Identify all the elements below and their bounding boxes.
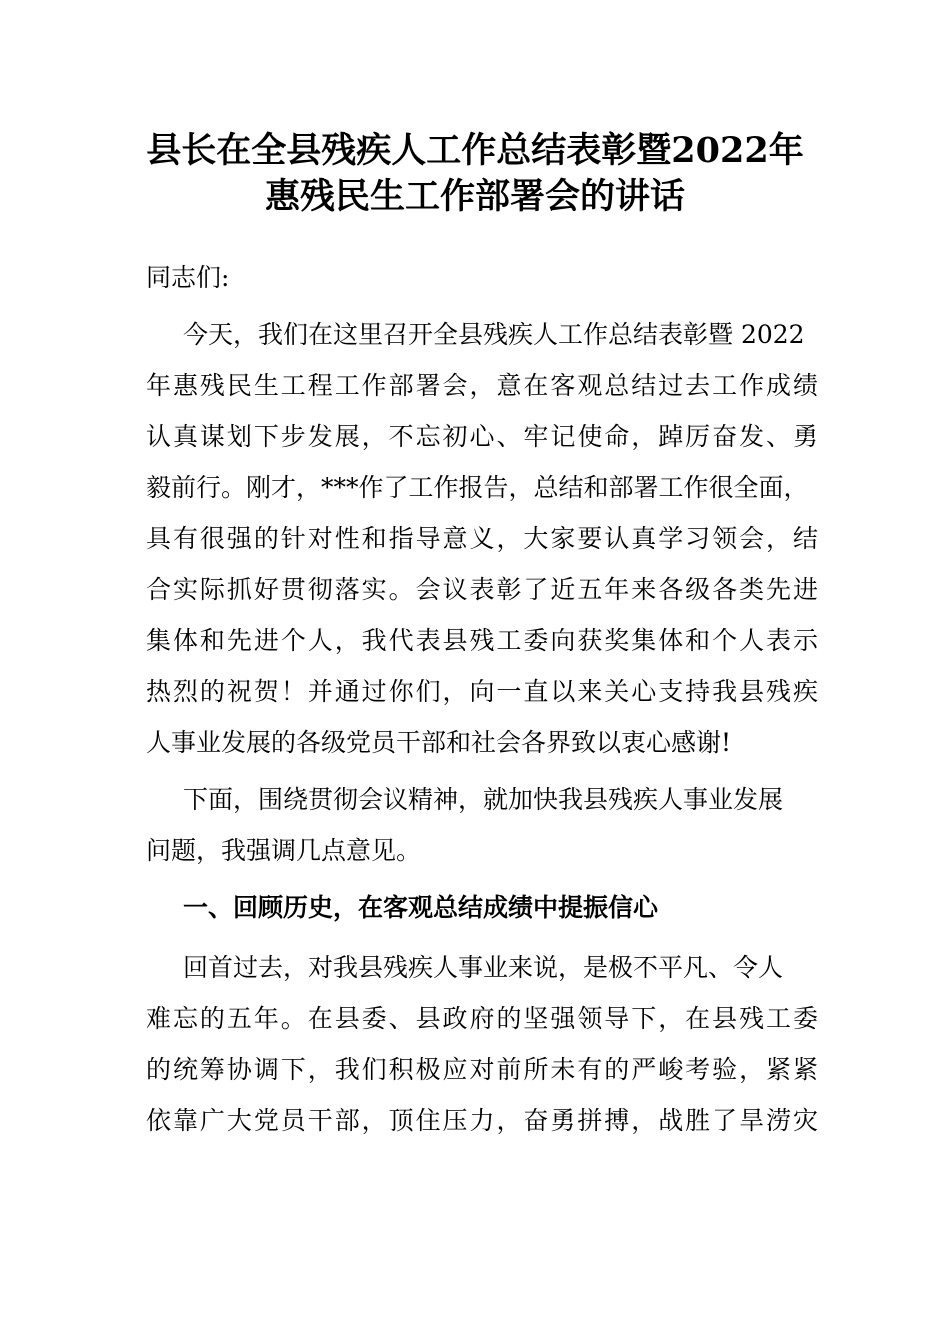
paragraph-1-line-1: 今天，我们在这里召开全县残疾人工作总结表彰暨 2022 xyxy=(183,320,805,349)
paragraph-3-line-2: 难忘的五年。在县委、县政府的坚强领导下，在县残工委 xyxy=(146,1004,818,1033)
paragraph-1-line-2: 年惠残民生工程工作部署会，意在客观总结过去工作成绩 xyxy=(146,371,818,400)
paragraph-3-line-4: 依靠广大党员干部，顶住压力，奋勇拼搏，战胜了旱涝灾 xyxy=(146,1106,818,1135)
salutation: 同志们: xyxy=(146,263,230,292)
paragraph-1-line-6: 合实际抓好贯彻落实。会议表彰了近五年来各级各类先进 xyxy=(146,575,818,604)
paragraph-3-line-1: 回首过去，对我县残疾人事业来说，是极不平凡、令人 xyxy=(183,953,784,982)
paragraph-2-line-2: 问题，我强调几点意见。 xyxy=(146,836,422,865)
section-heading-1: 一、回顾历史，在客观总结成绩中提振信心 xyxy=(183,893,659,922)
paragraph-1-line-3: 认真谋划下步发展，不忘初心、牢记使命，踔厉奋发、勇 xyxy=(146,422,818,451)
paragraph-1-line-9: 人事业发展的各级党员干部和社会各界致以衷心感谢! xyxy=(146,728,732,757)
document-title-line-1: 县长在全县残疾人工作总结表彰暨2022年 xyxy=(146,130,804,171)
paragraph-1-line-7: 集体和先进个人，我代表县残工委向获奖集体和个人表示 xyxy=(146,626,818,655)
paragraph-1-line-8: 热烈的祝贺！并通过你们，向一直以来关心支持我县残疾 xyxy=(146,677,818,706)
paragraph-1-line-4: 毅前行。刚才，***作了工作报告，总结和部署工作很全面， xyxy=(146,473,809,502)
document-title-line-2: 惠残民生工作部署会的讲话 xyxy=(264,176,685,217)
paragraph-3-line-3: 的统筹协调下，我们积极应对前所未有的严峻考验，紧紧 xyxy=(146,1055,818,1084)
paragraph-2-line-1: 下面，围绕贯彻会议精神，就加快我县残疾人事业发展 xyxy=(183,785,784,814)
paragraph-1-line-5: 具有很强的针对性和指导意义，大家要认真学习领会，结 xyxy=(146,524,818,553)
